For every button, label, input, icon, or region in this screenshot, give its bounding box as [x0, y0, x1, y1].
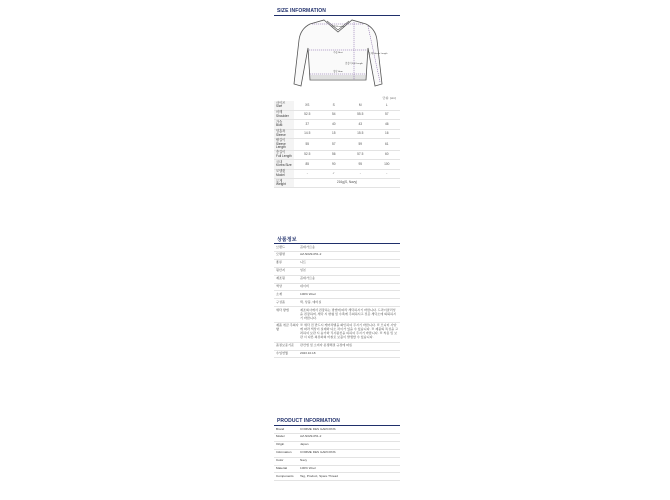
info-row-model: [274, 251, 400, 259]
info-value: AZ-N029-051-2: [300, 434, 322, 439]
info-value: ※ 세탁 전 반드시 케어라벨을 확인하여 주시기 바랍니다. ※ 모니터 사양에 따라 색상이 실제와 다소 차이가 있을 수 있습니다. ※ 제품의 특성을 고려하여 보관 시 습기와 직사광선을 피하여 주시기 바랍니다. ※ 착용 및 보관 시 다른 의류와의 마찰로 보풀이 발생할 수 있습니다.: [300, 323, 398, 340]
info-value: 제조회사에서 권장하는 방법에 따라 세탁하시기 바랍니다. 드라이클리닝을 권장하며, 세탁 시 변형 및 수축에 주의하시고 전문 세탁소에 의뢰하시기 바랍니다.: [300, 307, 397, 320]
diagram-label-chest: 가슴 Bust: [333, 52, 343, 54]
info-label: Components: [276, 473, 294, 478]
info-row-components: [274, 299, 400, 307]
size-cell: 56: [331, 152, 336, 157]
size-cell: 60: [384, 152, 389, 157]
size-cell: 43: [358, 121, 363, 126]
product-info-kr-title: 상품정보: [277, 237, 297, 243]
size-row-shoulder: [274, 110, 400, 119]
info-value: 관련법 및 소비자 분쟁해결 규정에 따름: [300, 343, 353, 348]
size-cell: 16: [384, 131, 389, 136]
size-cell: XS: [305, 102, 310, 107]
info-label: 소재: [276, 291, 282, 296]
size-row-header: 어깨 Shoulder: [274, 110, 294, 119]
size-cell: -: [359, 171, 361, 176]
size-row-header: 무게 Weight: [274, 179, 294, 188]
info-label: 브랜드: [276, 244, 285, 249]
info-label: Model: [276, 434, 285, 439]
info-label: Color: [276, 458, 284, 463]
size-cell: 54: [331, 112, 336, 117]
info-label: 종류: [276, 260, 282, 265]
info-row-components-en: [274, 473, 400, 481]
info-value: 100% Wool: [300, 291, 316, 296]
info-value: Navy: [300, 458, 308, 463]
info-value: 니트: [300, 260, 306, 265]
size-row-model: [274, 169, 400, 178]
info-label: 색상: [276, 284, 282, 289]
info-row-type: [274, 259, 400, 267]
size-cell: 40: [331, 121, 336, 126]
size-cell: 55: [305, 141, 310, 146]
size-cell: 61: [384, 141, 389, 146]
size-row-header: 국내 Korea Size: [274, 160, 294, 169]
info-row-origin-en: [274, 441, 400, 449]
product-info-kr-table: [274, 244, 400, 358]
info-value: Tag, Product, Spare Thread: [300, 473, 338, 478]
info-value: 택, 상품, 예비실: [300, 299, 322, 304]
info-row-washing: [274, 307, 400, 323]
size-cell: M: [358, 102, 362, 107]
info-value: COMME DES GARCONS: [300, 426, 336, 431]
size-cell: 37: [305, 121, 310, 126]
size-cell: S: [332, 102, 335, 107]
info-value: 네이비: [300, 284, 309, 289]
info-label: Origin: [276, 442, 285, 447]
info-row-import-date: [274, 350, 400, 358]
size-cell: 15.5: [357, 131, 364, 136]
sweater-size-diagram: [292, 18, 388, 90]
size-info-title: SIZE INFORMATION: [277, 8, 327, 14]
info-value: 꼼데가르송: [300, 276, 315, 281]
diagram-label-shoulder: 어깨 Shoulder: [331, 26, 345, 28]
size-cell: ✓: [332, 171, 336, 176]
size-cell: 95: [358, 161, 363, 166]
size-row-size: [274, 101, 400, 110]
size-cell: 100: [384, 161, 390, 166]
size-cell: 14.5: [304, 131, 311, 136]
product-info-en-table: [274, 426, 400, 481]
size-row-bust: [274, 120, 400, 129]
diagram-label-hem: 밑단 Hem: [333, 71, 343, 73]
info-row-model-en: [274, 433, 400, 441]
size-unit-label: 단위: (cm): [382, 96, 396, 100]
info-row-manufacturer: [274, 275, 400, 283]
size-row-sleeve-length: [274, 139, 400, 151]
size-cell: 90: [331, 161, 336, 166]
info-value: COMME DES GARCONS: [300, 450, 336, 455]
size-cell: 52.5: [304, 152, 311, 157]
info-label: 제조원: [276, 276, 285, 281]
info-row-origin: [274, 267, 400, 275]
size-info-rule: [274, 15, 400, 16]
info-row-material-en: [274, 465, 400, 473]
size-row-header: 암홀폭 Sleeve: [274, 129, 294, 138]
info-label: Material: [276, 466, 288, 471]
info-value: 꼼데가르송: [300, 244, 315, 249]
size-row-header: 사이즈 Size: [274, 101, 294, 110]
info-row-color: [274, 283, 400, 291]
info-label: 수입연월: [276, 351, 288, 355]
product-info-en-title: PRODUCT INFORMATION: [277, 418, 340, 424]
info-row-brand-en: [274, 426, 400, 433]
size-cell: L: [385, 102, 388, 107]
info-row-information-en: [274, 449, 400, 457]
size-cell: 52.5: [304, 112, 311, 117]
info-label: 원산지: [276, 268, 285, 273]
info-label: 제품 취급 주의사항: [276, 323, 299, 332]
info-label: Brand: [276, 426, 285, 431]
size-row-header: 총길이 Full Length: [274, 150, 294, 159]
info-value: 2023.10.18: [300, 351, 316, 355]
size-cell: 85: [305, 161, 310, 166]
size-cell: 59: [358, 141, 363, 146]
size-cell: -: [306, 171, 308, 176]
weight-value: 216g(S, Navy): [336, 180, 358, 185]
info-row-color-en: [274, 457, 400, 465]
size-cell: 46: [384, 121, 389, 126]
info-label: 구성품: [276, 299, 285, 304]
size-row-header: 모델컷 Model: [274, 169, 294, 178]
size-row-header: 가슴 Bust: [274, 120, 294, 129]
info-label: Information: [276, 450, 292, 455]
size-cell: 57.5: [357, 152, 364, 157]
size-row-full-length: [274, 150, 400, 159]
info-value: AZ-N029-051-2: [300, 252, 322, 257]
info-row-warranty: [274, 342, 400, 350]
size-cell: 55.5: [357, 112, 364, 117]
info-value: 일본: [300, 268, 306, 273]
info-row-brand: [274, 244, 400, 251]
size-row-header: 팔길이 Sleeve Length: [274, 139, 294, 151]
info-label: 모델명: [276, 252, 285, 257]
size-cell: 57: [331, 141, 336, 146]
diagram-label-sleeve: 소매 Sleeve Length: [368, 53, 388, 55]
size-cell: 15: [331, 131, 336, 136]
size-row-weight: [274, 179, 400, 188]
size-cell: -: [386, 171, 388, 176]
size-cell: 57: [384, 112, 389, 117]
info-row-material: [274, 291, 400, 299]
diagram-label-length: 총길이 Full Length: [345, 63, 363, 65]
size-table: [274, 101, 400, 188]
info-value: 100% Wool: [300, 466, 316, 471]
size-row-korea-size: [274, 160, 400, 169]
info-label: 세탁 방법: [276, 307, 289, 312]
info-row-care-notes: [274, 322, 400, 342]
info-label: 품질보증기준: [276, 343, 294, 348]
info-value: Japan: [300, 442, 309, 447]
size-row-sleeve: [274, 129, 400, 138]
